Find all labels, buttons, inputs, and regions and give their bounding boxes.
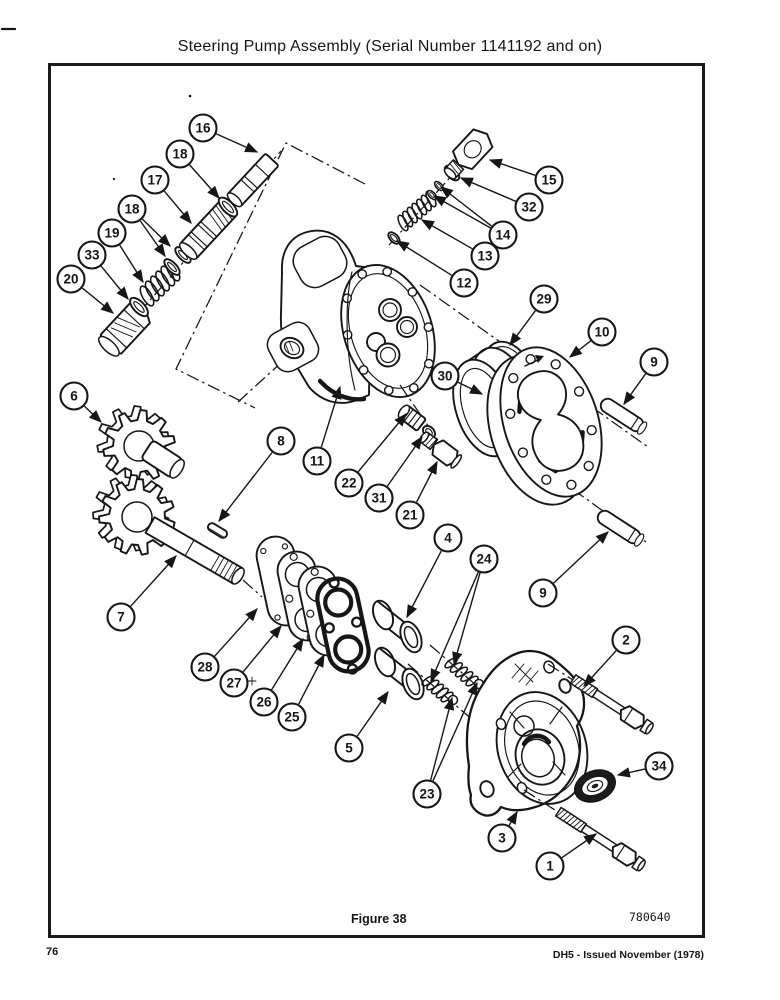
- callout-number: 27: [226, 675, 242, 691]
- callout-number: 22: [341, 475, 357, 491]
- callout-number: 33: [84, 247, 100, 263]
- callout-number: 25: [284, 709, 300, 725]
- callout-number: 4: [444, 530, 452, 546]
- callout-number: 23: [419, 786, 435, 802]
- callout-number: 32: [521, 199, 537, 215]
- callout-number: 3: [498, 830, 506, 846]
- callout-number: 11: [309, 453, 325, 469]
- callout-31: [366, 437, 423, 512]
- bolt-1: [554, 805, 648, 874]
- callout-number: 6: [70, 388, 78, 404]
- callout-number: 14: [495, 227, 511, 243]
- callout-20: [58, 266, 114, 314]
- callout-number: 18: [124, 201, 140, 217]
- callout-15: [490, 160, 563, 194]
- callout-number: 34: [651, 758, 667, 774]
- callout-28: [192, 609, 258, 681]
- gear-set: [93, 406, 247, 586]
- callout-4: [407, 525, 462, 618]
- callout-number: 1: [546, 858, 554, 874]
- callout-3: [489, 812, 518, 852]
- callout-number: 19: [104, 225, 120, 241]
- callout-8: [219, 428, 295, 522]
- relief-valve-assembly: [95, 153, 279, 359]
- footer-issue-note: DH5 - Issued November (1978): [552, 949, 704, 961]
- callout-number: 9: [539, 585, 547, 601]
- callout-number: 29: [536, 291, 552, 307]
- callout-number: 2: [622, 632, 630, 648]
- callout-21: [397, 462, 438, 529]
- valve-cap-16: [225, 153, 278, 208]
- callout-32: [461, 178, 543, 221]
- bushings: [369, 598, 428, 703]
- callout-16: [190, 115, 258, 153]
- callout-27: [221, 626, 282, 697]
- hex-plug-21: [416, 428, 463, 470]
- callout-number: 21: [402, 507, 418, 523]
- check-ball: [449, 696, 458, 705]
- callout-number: 5: [345, 740, 353, 756]
- callout-number: 18: [172, 146, 188, 162]
- callout-number: 30: [437, 368, 453, 384]
- filter-22: [396, 403, 426, 431]
- callout-6: [61, 383, 102, 423]
- callout-number: 12: [456, 275, 472, 291]
- figure-label: Figure 38: [351, 912, 407, 926]
- callout-1: [537, 834, 597, 880]
- callout-13: [422, 220, 499, 270]
- callout-number: 8: [277, 433, 285, 449]
- callout-18: [119, 196, 171, 257]
- callout-number: 31: [371, 490, 387, 506]
- callout-9: [624, 349, 668, 405]
- callout-18: [167, 141, 220, 199]
- callout-number: 7: [117, 609, 125, 625]
- callout-22: [336, 414, 407, 497]
- callout-number: 9: [650, 354, 658, 370]
- callout-number: 26: [256, 694, 272, 710]
- callout-9: [530, 532, 609, 607]
- wear-plate-stack: [253, 533, 372, 675]
- callout-24: [431, 546, 498, 682]
- scan-artifacts: [2, 29, 256, 685]
- callout-number: 10: [594, 324, 610, 340]
- callout-number: 28: [197, 659, 213, 675]
- dowel-pin-9-upper: [598, 396, 648, 436]
- callout-29: [510, 286, 558, 346]
- gasket-25: [314, 575, 373, 675]
- callout-number: 15: [541, 172, 557, 188]
- callout-10: [570, 319, 616, 358]
- callout-number: 20: [63, 271, 79, 287]
- page-number: 76: [46, 946, 59, 958]
- callout-number: 13: [477, 248, 493, 264]
- bushing-4: [369, 598, 426, 656]
- dowel-pin-9-lower: [595, 508, 645, 548]
- idler-gear-6: [97, 406, 187, 482]
- page-title: Steering Pump Assembly (Serial Number 1141192 and on): [177, 38, 603, 55]
- callout-number: 24: [476, 551, 492, 567]
- callout-2: [584, 627, 640, 687]
- washer-12: [386, 230, 401, 246]
- callout-number: 16: [195, 120, 211, 136]
- callout-34: [618, 753, 673, 780]
- callout-7: [108, 556, 177, 631]
- callout-5: [336, 692, 389, 762]
- callout-number: 17: [147, 172, 163, 188]
- figure-code: 780640: [629, 910, 671, 924]
- poppet-parts-14: [426, 180, 445, 201]
- shaft-key-8: [206, 522, 228, 540]
- bushing-5: [371, 645, 428, 703]
- hex-plug-15: [438, 125, 496, 185]
- ring-stack: [442, 334, 649, 548]
- callout-17: [142, 167, 192, 224]
